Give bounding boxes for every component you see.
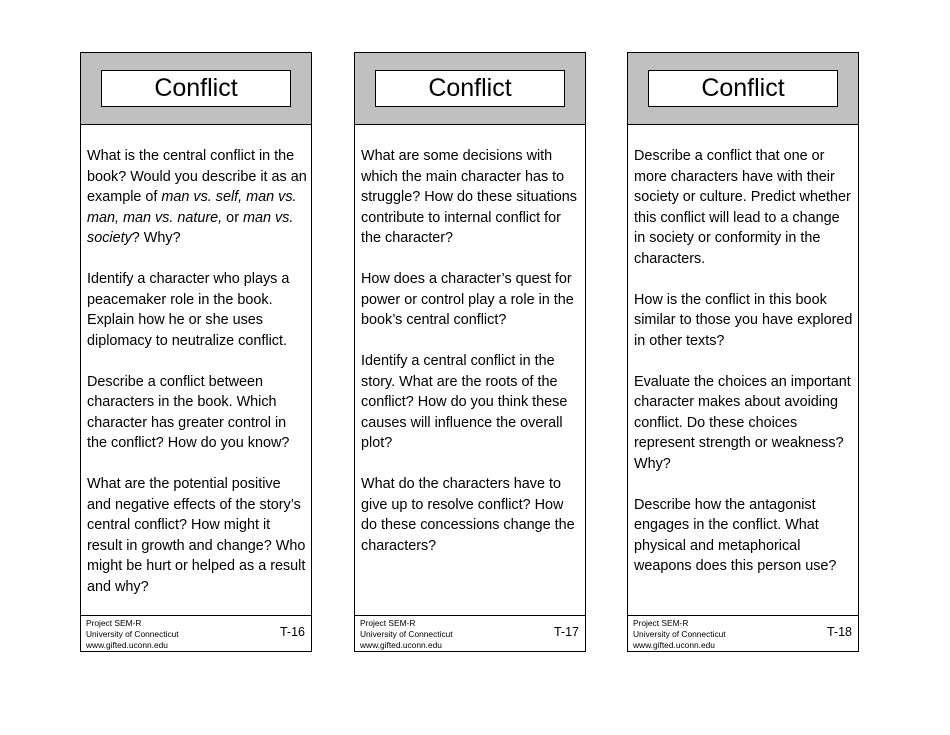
footer-project: Project SEM-R bbox=[633, 618, 689, 628]
question-paragraph: How does a character’s quest for power or control play a role in the book’s central conflict? bbox=[361, 271, 574, 328]
footer-website: www.gifted.uconn.edu bbox=[633, 640, 715, 650]
card-title: Conflict bbox=[648, 70, 838, 107]
footer-project: Project SEM-R bbox=[360, 618, 416, 628]
card-footer bbox=[355, 615, 585, 651]
footer-website: www.gifted.uconn.edu bbox=[360, 640, 442, 650]
card-body bbox=[87, 146, 307, 618]
question-paragraph: What are the potential positive and negative effects of the story’s central conflict? How might it result in growth and change? Who might be hurt or helped as a result and why? bbox=[87, 476, 306, 595]
card-body bbox=[361, 146, 581, 577]
card-title: Conflict bbox=[375, 70, 565, 107]
card-footer bbox=[81, 615, 311, 651]
question-paragraph: What do the characters have to give up to resolve conflict? How do these concessions change the characters? bbox=[361, 476, 575, 554]
page-number: T-17 bbox=[553, 625, 579, 639]
footer-university: University of Connecticut bbox=[86, 629, 179, 639]
question-paragraph: Identify a central conflict in the story. What are the roots of the conflict? How do you think these causes will influence the overall plot? bbox=[361, 353, 568, 451]
question-paragraph: Evaluate the choices an important character makes about avoiding conflict. Do these choices represent strength or weakness? Why? bbox=[634, 373, 851, 472]
footer-university: University of Connecticut bbox=[633, 629, 726, 639]
page-number: T-16 bbox=[279, 625, 305, 639]
question-paragraph: Identify a character who plays a peacemaker role in the book. Explain how he or she uses diplomacy to neutralize conflict. bbox=[87, 271, 290, 349]
question-paragraph: How is the conflict in this book similar to those you have explored in other texts? bbox=[634, 291, 853, 349]
card-header bbox=[81, 53, 311, 125]
card-t18 bbox=[627, 52, 859, 652]
question-paragraph: What are some decisions with which the main character has to struggle? How do these situations contribute to internal conflict for the character? bbox=[361, 148, 577, 246]
card-t16 bbox=[80, 52, 312, 652]
card-body bbox=[634, 146, 854, 597]
footer-website: www.gifted.uconn.edu bbox=[86, 640, 168, 650]
question-paragraph: Describe a conflict between characters in the book. Which character has greater control in the conflict? How do you know? bbox=[87, 373, 290, 451]
card-t17 bbox=[354, 52, 586, 652]
card-footer bbox=[628, 615, 858, 651]
footer-credits bbox=[86, 618, 179, 651]
footer-university: University of Connecticut bbox=[360, 629, 453, 639]
footer-credits bbox=[360, 618, 453, 651]
question-paragraph: Describe how the antagonist engages in the conflict. What physical and metaphorical weapons does this person use? bbox=[634, 496, 837, 574]
footer-project: Project SEM-R bbox=[86, 618, 142, 628]
question-paragraph: What is the central conflict in the book? Would you describe it as an example of man vs. self, man vs. man, man vs. nature, or man vs. society? Why? bbox=[87, 148, 307, 246]
card-header bbox=[628, 53, 858, 125]
card-title: Conflict bbox=[101, 70, 291, 107]
question-paragraph: Describe a conflict that one or more characters have with their society or culture. Predict whether this conflict will lead to a change in society or conformity in the characters. bbox=[634, 148, 851, 267]
footer-credits bbox=[633, 618, 726, 651]
page-number: T-18 bbox=[826, 625, 852, 639]
card-header bbox=[355, 53, 585, 125]
